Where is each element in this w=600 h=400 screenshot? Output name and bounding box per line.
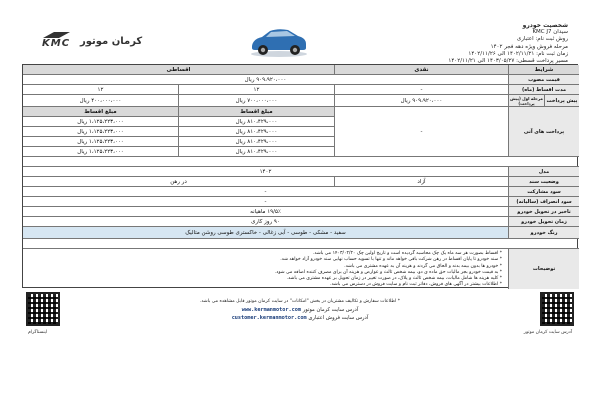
logo-mark-text: KMC: [42, 38, 71, 49]
sheet-footer: [22, 290, 578, 350]
header-info: [368, 22, 568, 65]
header-line: روش ثبت نام: اعتباری: [516, 36, 568, 43]
qr-code-left-icon[interactable]: [26, 292, 60, 326]
row-label-document-status: وضعیت سند: [509, 177, 579, 187]
col-head-installment: اقساطی: [23, 65, 335, 75]
installment-a-3: ۸۱۰،۴۲۹،۰۰۰ ریال: [179, 137, 335, 147]
header-line: شخصیت خودرو: [522, 22, 568, 29]
installment-a-4: ۸۱۰،۴۲۹،۰۰۰ ریال: [179, 147, 335, 157]
row-label-car-colors: رنگ خودرو: [509, 227, 579, 239]
blank-row: [23, 157, 579, 167]
footer-sales-url[interactable]: customer.kermanmotor.com: [231, 315, 307, 321]
car-colors-value: سفید - مشکی - طوسی - آبی زغالی - خاکستری طوسی روشن متالیک: [23, 227, 509, 239]
row-label-delivery-delay: تاخیر در تحویل خودرو: [509, 207, 579, 217]
header-line: سیدان KMC J7: [532, 29, 568, 36]
note-line: * کلیه هزینه ها شامل مالیات، بیمه شخص ثالث و پلاک، در صورت تغییر در زمان تحویل بر عهده مشتری می باشد.: [286, 276, 502, 282]
prepayment-cash: ۹۰۹،۹۲۰،۰۰۰ ریال: [335, 95, 509, 107]
model-value: ۱۴۰۲: [23, 167, 509, 177]
prepayment-b: ۴۰۰،۰۰۰،۰۰۰ ریال: [23, 95, 179, 107]
car-image-icon: [248, 22, 310, 58]
row-group-prepayment: پیش پرداخت: [545, 95, 579, 107]
row-label-partnership: سود مشارکت: [509, 187, 579, 197]
row-label-future-payments: پرداخت های آتی: [509, 107, 579, 157]
header-line: مسیر پرداخت قسطی: ۱۴۰۳/۰۵/۲۷ الی ۱۴۰۲/۱۱/۲۱: [448, 58, 568, 65]
footer-site-url[interactable]: www.kermanmotor.com: [241, 307, 302, 313]
notes-block: [23, 249, 509, 289]
installment-b-4: ۱،۱۲۵،۲۲۳،۰۰۰ ریال: [23, 147, 179, 157]
row-label-price: قیمت مصوب: [509, 75, 579, 85]
note-line: * سند خودرو تا پایان اقساط در رهن شرکت باقی خواهد ماند و تنها با تسویه حساب نهایی سند خودرو آزاد خواهد شد.: [280, 257, 502, 263]
footer-note: * اطلاعات سفارش و تکالیف مشتریان در بخش "امکانات" در سایت کرمان موتور قابل مشاهده می باشد.: [199, 299, 401, 304]
footer-sales-label: [172, 314, 428, 322]
penalty-value: -: [23, 197, 509, 207]
row-label-penalty: سود انصراف (سالیانه): [509, 197, 579, 207]
col-head-cash: نقدی: [335, 65, 509, 75]
qr-left-caption: اینستاگرام: [28, 330, 48, 335]
installment-amount-head-a: مبلغ اقساط: [179, 107, 335, 117]
prepayment-a: ۷۰۰،۰۰۰،۰۰۰ ریال: [179, 95, 335, 107]
installment-b-1: ۱،۱۲۵،۲۲۳،۰۰۰ ریال: [23, 117, 179, 127]
row-label-delivery-time: زمان تحویل خودرو: [509, 217, 579, 227]
delivery-delay-value: ۱۹/۵٪ ماهیانه: [23, 207, 509, 217]
row-label-prepayment: مرحله اول (پیش پرداخت): [509, 95, 545, 107]
document-status-cash: آزاد: [335, 177, 509, 187]
row-label-installments-count: مدت اقساط (ماه): [509, 85, 579, 95]
price-value: ۹۰۹،۹۲۰،۰۰۰ ریال: [23, 75, 509, 85]
installment-a-2: ۸۱۰،۴۲۹،۰۰۰ ریال: [179, 127, 335, 137]
delivery-time-value: ۹۰ روز کاری: [23, 217, 509, 227]
note-line: * به قیمت خودرو بجز مالیات حق ماده ی دو، بیمه شخص ثالث و عوارض و هزینه آن برای مصرف کننده اضافه می شود.: [274, 269, 502, 275]
note-line: * خودرو ها بدون بیمه بدنه و الحاق می گردند و هزینه آن به عهده مشتری می باشد.: [344, 263, 502, 269]
installments-count-b: ۱۲: [23, 85, 179, 95]
row-label-model: مدل: [509, 167, 579, 177]
installment-b-2: ۱،۱۲۵،۲۲۳،۰۰۰ ریال: [23, 127, 179, 137]
footer-links: [172, 298, 428, 322]
price-sheet: [22, 18, 578, 382]
header-line: زمان ثبت نام: ۱۴۰۲/۱۱/۲۱ الی ۱۴۰۲/۱۱/۲۶: [468, 50, 568, 57]
kmc-logo: [40, 24, 162, 64]
note-line: * اطلاعات بیشتر در آگهی های فروش، دفاتر ثبت نام و سایت فروش در دسترس می باشد.: [330, 282, 502, 288]
brand-name: کرمان موتور: [80, 36, 143, 47]
note-line: * اقساط بصورت هر سه ماه یک چک محاسبه گردیده است و تاریخ اولین چک ۱۴۰۳/۰۲/۲۰ می باشد.: [312, 251, 502, 256]
price-table: [22, 64, 578, 288]
installment-a-1: ۸۱۰،۴۲۹،۰۰۰ ریال: [179, 117, 335, 127]
row-label-notes: توضیحات: [509, 249, 579, 289]
footer-site-label: [172, 306, 428, 314]
col-head-condition: شرایط: [509, 65, 579, 75]
installment-amount-head-b: مبلغ اقساط: [23, 107, 179, 117]
installments-count-a: ۱۲: [179, 85, 335, 95]
blank-row: [23, 239, 579, 249]
qr-code-right-icon[interactable]: [540, 292, 574, 326]
installments-count-cash: -: [335, 85, 509, 95]
footer-site-label-text: آدرس سایت کرمان موتور: [302, 307, 359, 313]
installment-b-3: ۱،۱۲۵،۲۲۳،۰۰۰ ریال: [23, 137, 179, 147]
partnership-value: -: [23, 187, 509, 197]
header-line: مرحله فروش ویژه دهه فجر ۱۴۰۲: [490, 43, 568, 50]
qr-right-caption: آدرس سایت کرمان موتور: [523, 330, 572, 335]
footer-sales-label-text: آدرس سایت فروش اعتباری: [308, 315, 369, 321]
sheet-header: [22, 18, 578, 64]
future-payments-cash: -: [335, 107, 509, 157]
document-status-installment: در رهن: [23, 177, 335, 187]
